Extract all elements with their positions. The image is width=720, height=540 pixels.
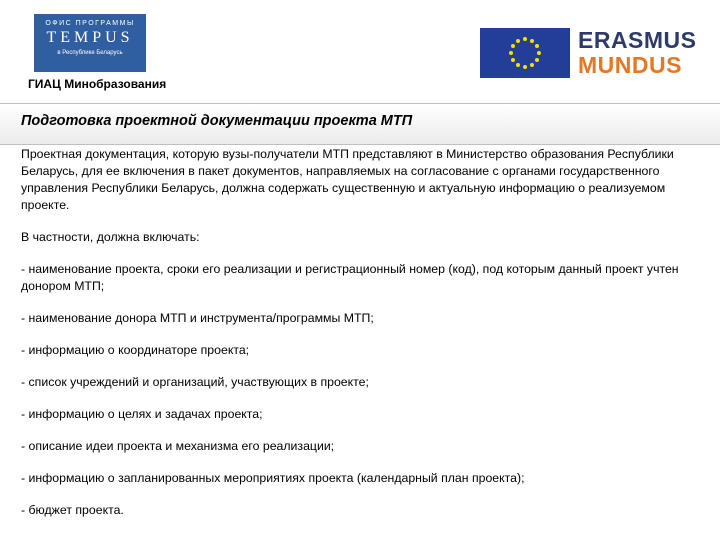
tempus-logo-line2: TEMPUS	[46, 29, 134, 46]
erasmus-mundus-logo	[578, 28, 697, 78]
erasmus-logo-line2: MUNDUS	[578, 52, 682, 78]
body-text	[21, 146, 711, 534]
org-name: ГИАЦ Минобразования	[28, 77, 167, 91]
eu-flag-icon	[480, 28, 570, 78]
list-item: - бюджет проекта.	[21, 503, 124, 517]
tempus-logo-line3: в Республике Беларусь	[57, 50, 123, 56]
erasmus-logo-line1: ERASMUS	[578, 27, 697, 53]
list-item: - описание идеи проекта и механизма его реализации;	[21, 439, 335, 453]
tempus-logo	[34, 14, 146, 72]
list-item: - наименование донора МТП и инструмента/программы МТП;	[21, 311, 374, 325]
list-intro: В частности, должна включать:	[21, 230, 200, 244]
tempus-logo-line1: ОФИС ПРОГРАММЫ	[45, 20, 135, 27]
page-title: Подготовка проектной документации проекта МТП	[21, 113, 413, 129]
list-item: - информацию о целях и задачах проекта;	[21, 407, 263, 421]
list-item: - информацию о координаторе проекта;	[21, 343, 250, 357]
list-item: - наименование проекта, сроки его реализации и регистрационный номер (код), под которым данный проект учтен донором МТП;	[21, 262, 679, 293]
list-item: - информацию о запланированных мероприятиях проекта (календарный план проекта);	[21, 471, 525, 485]
list-item: - список учреждений и организаций, участвующих в проекте;	[21, 375, 369, 389]
intro-paragraph: Проектная документация, которую вузы-получатели МТП представляют в Министерство образования Республики Беларусь, для ее включения в пакет документов, направляемых на согласование с органами государственного управления Республики Беларусь, должна содержать существенную и актуальную информацию о реализуемом проекте.	[21, 147, 674, 212]
